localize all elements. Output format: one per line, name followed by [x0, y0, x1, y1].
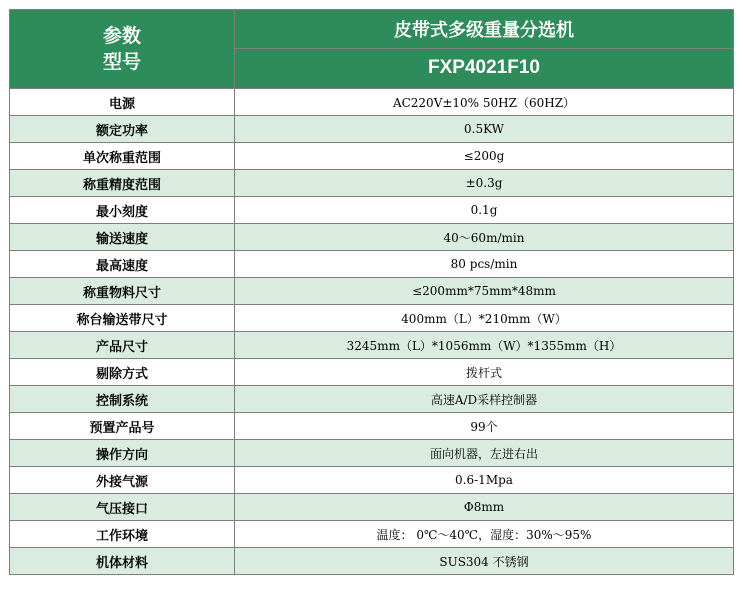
spec-row: [10, 197, 734, 224]
spec-value: 400mm（L）*210mm（W）: [235, 305, 734, 332]
spec-value: AC220V±10% 50HZ（60HZ）: [235, 89, 734, 116]
spec-param-label: 剔除方式: [10, 359, 235, 386]
spec-param-label: 产品尺寸: [10, 332, 235, 359]
spec-row: [10, 413, 734, 440]
spec-row: [10, 116, 734, 143]
spec-param-label: 最小刻度: [10, 197, 235, 224]
spec-value: 拨杆式: [235, 359, 734, 386]
header-row: [10, 10, 734, 49]
corner-label-param: 参数: [102, 25, 141, 47]
spec-table: [9, 9, 734, 575]
spec-row: [10, 386, 734, 413]
spec-param-label: 控制系统: [10, 386, 235, 413]
spec-param-label: 电源: [10, 89, 235, 116]
spec-row: [10, 359, 734, 386]
header-corner-cell: [10, 10, 235, 89]
spec-row: [10, 89, 734, 116]
spec-param-label: 称重物料尺寸: [10, 278, 235, 305]
spec-param-label: 单次称重范围: [10, 143, 235, 170]
spec-param-label: 最高速度: [10, 251, 235, 278]
spec-param-label: 气压接口: [10, 494, 235, 521]
spec-param-label: 输送速度: [10, 224, 235, 251]
spec-param-label: 额定功率: [10, 116, 235, 143]
spec-value: ±0.3g: [235, 170, 734, 197]
spec-row: [10, 251, 734, 278]
product-name: 皮带式多级重量分选机: [235, 10, 734, 49]
spec-row: [10, 278, 734, 305]
spec-param-label: 称台输送带尺寸: [10, 305, 235, 332]
spec-value: SUS304 不锈钢: [235, 548, 734, 575]
spec-row: [10, 440, 734, 467]
model-number: FXP4021F10: [235, 48, 734, 88]
spec-value: 温度： 0℃～40℃，湿度：30%～95%: [235, 521, 734, 548]
spec-value: 40～60m/min: [235, 224, 734, 251]
spec-param-label: 工作环境: [10, 521, 235, 548]
spec-row: [10, 170, 734, 197]
spec-param-label: 操作方向: [10, 440, 235, 467]
spec-value: 高速A/D采样控制器: [235, 386, 734, 413]
spec-row: [10, 494, 734, 521]
corner-label-model: 型号: [102, 51, 141, 73]
spec-param-label: 机体材料: [10, 548, 235, 575]
spec-value: Φ8mm: [235, 494, 734, 521]
spec-row: [10, 143, 734, 170]
spec-row: [10, 467, 734, 494]
spec-value: 面向机器，左进右出: [235, 440, 734, 467]
spec-param-label: 预置产品号: [10, 413, 235, 440]
spec-value: ≤200mm*75mm*48mm: [235, 278, 734, 305]
spec-row: [10, 305, 734, 332]
spec-row: [10, 548, 734, 575]
spec-value: 99个: [235, 413, 734, 440]
spec-value: ≤200g: [235, 143, 734, 170]
spec-param-label: 外接气源: [10, 467, 235, 494]
spec-value: 80 pcs/min: [235, 251, 734, 278]
spec-row: [10, 224, 734, 251]
spec-value: 0.6-1Mpa: [235, 467, 734, 494]
spec-value: 0.5KW: [235, 116, 734, 143]
spec-param-label: 称重精度范围: [10, 170, 235, 197]
spec-value: 3245mm（L）*1056mm（W）*1355mm（H）: [235, 332, 734, 359]
spec-value: 0.1g: [235, 197, 734, 224]
spec-row: [10, 332, 734, 359]
spec-row: [10, 521, 734, 548]
